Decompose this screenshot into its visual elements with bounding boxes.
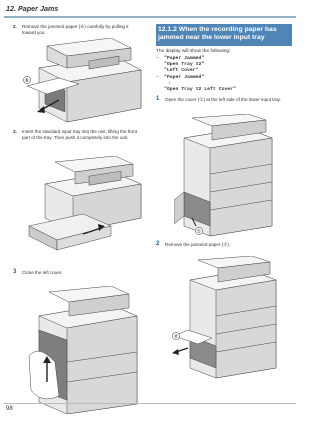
step-number: 3.	[13, 129, 17, 134]
step-number: 2.	[13, 24, 17, 29]
display-message-1: "Paper Jammed"	[164, 56, 205, 61]
footer-rule	[4, 403, 296, 404]
bullet-dash: –	[156, 75, 159, 80]
display-message-2: "Open Tray #2"	[164, 62, 205, 67]
close-cover-illustration	[25, 286, 145, 414]
step-text: Close the left cover.	[22, 270, 63, 275]
open-lower-cover-illustration	[174, 114, 284, 240]
insert-tray-illustration	[27, 156, 147, 254]
section-title: 12.1.2 When the recording paper has jammed near the lower input tray	[158, 26, 277, 42]
step-number: 2	[156, 240, 160, 247]
step-text: Open the cover (①) at the left side of the lower input tray.	[165, 97, 281, 102]
display-message-5: "Open Tray #2 Left Cover"	[164, 87, 236, 92]
callout-6-label: ⑥	[24, 77, 30, 84]
section-header-bar	[156, 24, 292, 46]
callout-2-label: ②	[173, 333, 179, 340]
display-message-3: "Left Cover"	[164, 68, 199, 73]
page-number: 98	[6, 406, 13, 412]
step-number: 1	[156, 95, 160, 102]
step-text: Remove the jammed paper (②).	[165, 242, 231, 247]
display-message-4: "Paper Jammed"	[164, 75, 205, 80]
header-rule	[4, 16, 296, 18]
alternates-arrow-icon: ↕	[168, 81, 171, 86]
display-intro: The display will show the following:	[156, 49, 231, 54]
step-text: Remove the jammed paper (⑥) carefully by pulling it toward you.	[22, 24, 129, 35]
remove-paper-illustration	[19, 38, 147, 126]
step-text: Insert the standard input tray into the unit, lifting the front part of the tray. Then push it completely into the unit.	[22, 129, 137, 140]
bullet-dash: –	[156, 56, 159, 61]
chapter-title: 12. Paper Jams	[6, 4, 59, 13]
page-header	[0, 0, 300, 22]
remove-jammed-paper-illustration	[168, 256, 286, 384]
callout-1-label: ①	[196, 228, 202, 235]
step-number: 3	[13, 268, 17, 275]
